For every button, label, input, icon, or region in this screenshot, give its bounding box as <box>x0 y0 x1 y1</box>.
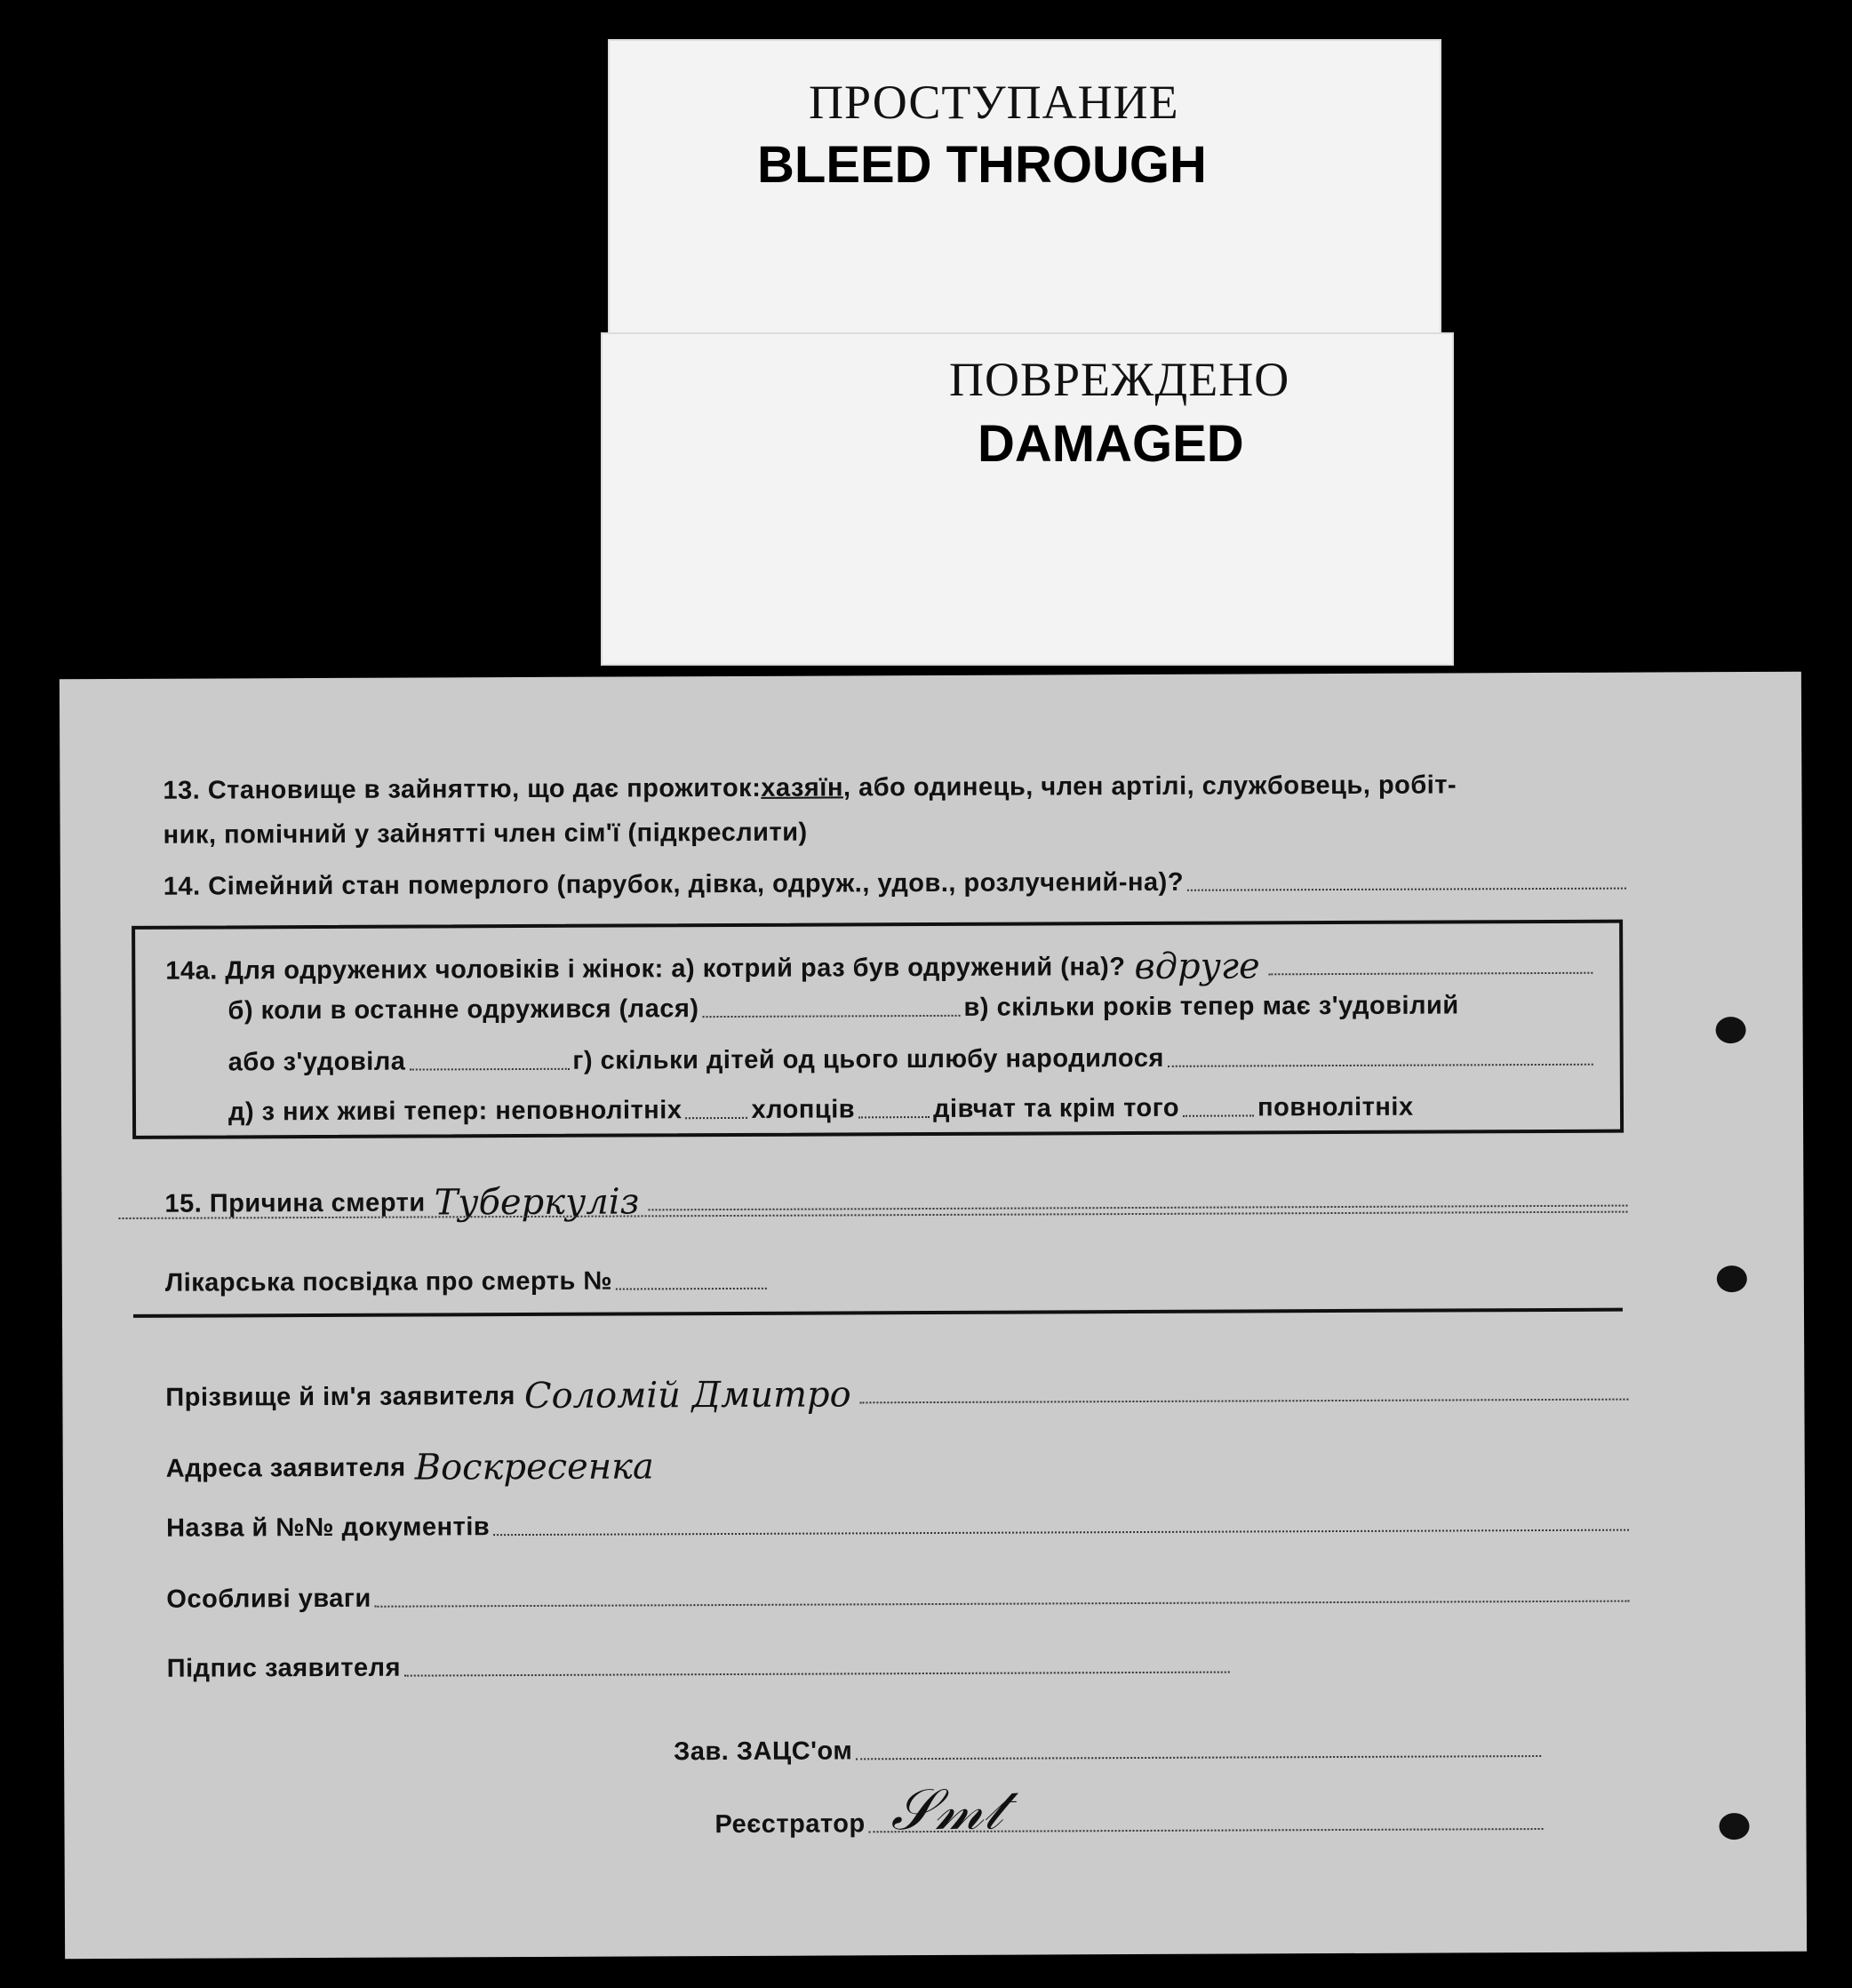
item14a-d-label: д) з них живі тепер: неповнолітніх <box>228 1096 683 1127</box>
bleed-through-ru: ПРОСТУПАНИЕ <box>809 76 1179 129</box>
remarks-label: Особливі уваги <box>166 1584 371 1614</box>
applicant-name-label: Прізвище й ім'я заявителя <box>165 1382 515 1412</box>
documents-label: Назва й №№ документів <box>165 1513 491 1543</box>
item14a-v2-label: або з'удовіла <box>228 1047 406 1077</box>
applicant-address-value[interactable]: Воскресенка <box>414 1446 654 1489</box>
item14a-v-label: в) скільки років тепер має з'удовілий <box>963 991 1459 1022</box>
item13-line1 <box>163 770 1620 806</box>
documents-row <box>166 1508 1632 1544</box>
applicant-name-field[interactable] <box>860 1399 1629 1404</box>
bleed-through-notice <box>608 39 1441 337</box>
item14a-minors-field[interactable] <box>685 1117 747 1119</box>
remarks-field[interactable] <box>375 1601 1630 1608</box>
medical-cert-row <box>165 1266 770 1298</box>
item15-field[interactable] <box>648 1205 1627 1211</box>
item14a-d-row <box>228 1092 1615 1128</box>
head-zags-row <box>674 1734 1545 1767</box>
remarks-row <box>166 1579 1632 1615</box>
item14a-g-row <box>228 1042 1597 1078</box>
binding-hole-icon <box>1717 1265 1747 1292</box>
item14a-adults-label: повнолітніх <box>1257 1092 1414 1122</box>
item15-label: 15. Причина смерти <box>164 1188 426 1218</box>
head-zags-field[interactable] <box>856 1755 1541 1760</box>
item14a-a-field[interactable] <box>1269 972 1593 976</box>
section-divider <box>133 1308 1623 1318</box>
item14a-g-field[interactable] <box>1168 1064 1593 1067</box>
item13-label-pre: 13. Становище в зайняттю, що дає прожиток: <box>163 773 762 805</box>
item14a-a-value[interactable]: вдруге <box>1134 946 1260 988</box>
applicant-signature-row <box>167 1650 1233 1684</box>
damaged-notice <box>601 332 1454 666</box>
item14-row <box>164 866 1630 902</box>
item13-label-line2: ник, помічний у зайнятті член сім'ї (підкреслити) <box>163 818 808 850</box>
registrar-label: Реєстратор <box>714 1809 866 1840</box>
item14-label: 14. Сімейний стан померлого (парубок, дівка, одруж., удов., розлучений-на)? <box>163 867 1185 901</box>
documents-field[interactable] <box>493 1529 1629 1537</box>
damaged-en: DAMAGED <box>978 415 1244 473</box>
item13-line2 <box>164 818 808 850</box>
item15-value[interactable]: Туберкуліз <box>434 1181 640 1224</box>
item14a-a-row <box>165 939 1596 986</box>
medical-cert-field[interactable] <box>616 1288 767 1290</box>
head-zags-label: Зав. ЗАЦС'ом <box>674 1737 853 1767</box>
registrar-signature-icon: 𝒮𝓂𝓉 <box>890 1776 1003 1844</box>
applicant-signature-field[interactable] <box>404 1672 1230 1677</box>
item14a-b-row <box>228 990 1649 1026</box>
item14a-g-label: г) скільки дітей од цього шлюбу народилося <box>572 1043 1164 1075</box>
applicant-name-value[interactable]: Соломій Дмитро <box>523 1374 851 1417</box>
registrar-row <box>714 1807 1546 1840</box>
applicant-signature-label: Підпис заявителя <box>166 1653 402 1683</box>
item14a-boys-field[interactable] <box>858 1116 930 1118</box>
item14a-b-field[interactable] <box>703 1015 961 1018</box>
bleed-through-en: BLEED THROUGH <box>757 136 1207 194</box>
item14a-b-label: б) коли в останне одружився (лася) <box>228 994 699 1026</box>
item14a-girls-field[interactable] <box>1183 1114 1254 1116</box>
item14a-girls-label: дівчат та крім того <box>932 1093 1180 1123</box>
binding-hole-icon <box>1716 1017 1746 1043</box>
binding-hole-icon <box>1719 1813 1749 1840</box>
item13-label-post: , або одинець, член артілі, службовець, робіт- <box>842 770 1457 802</box>
item14a-v-field[interactable] <box>409 1068 569 1071</box>
applicant-address-label: Адреса заявителя <box>165 1453 406 1483</box>
applicant-address-row <box>165 1440 966 1489</box>
item13-underlined-choice: хазяїн <box>761 773 844 802</box>
death-record-form <box>60 672 1807 1960</box>
medical-cert-label: Лікарська посвідка про смерть № <box>164 1266 613 1297</box>
applicant-name-row <box>165 1366 1632 1417</box>
item14a-boys-label: хлопців <box>751 1095 856 1124</box>
damaged-ru: ПОВРЕЖДЕНО <box>949 353 1290 406</box>
item14-field[interactable] <box>1187 888 1626 891</box>
item14a-a-label: 14а. Для одружених чоловіків і жінок: а) котрий раз був одружений (на)? <box>165 953 1126 986</box>
